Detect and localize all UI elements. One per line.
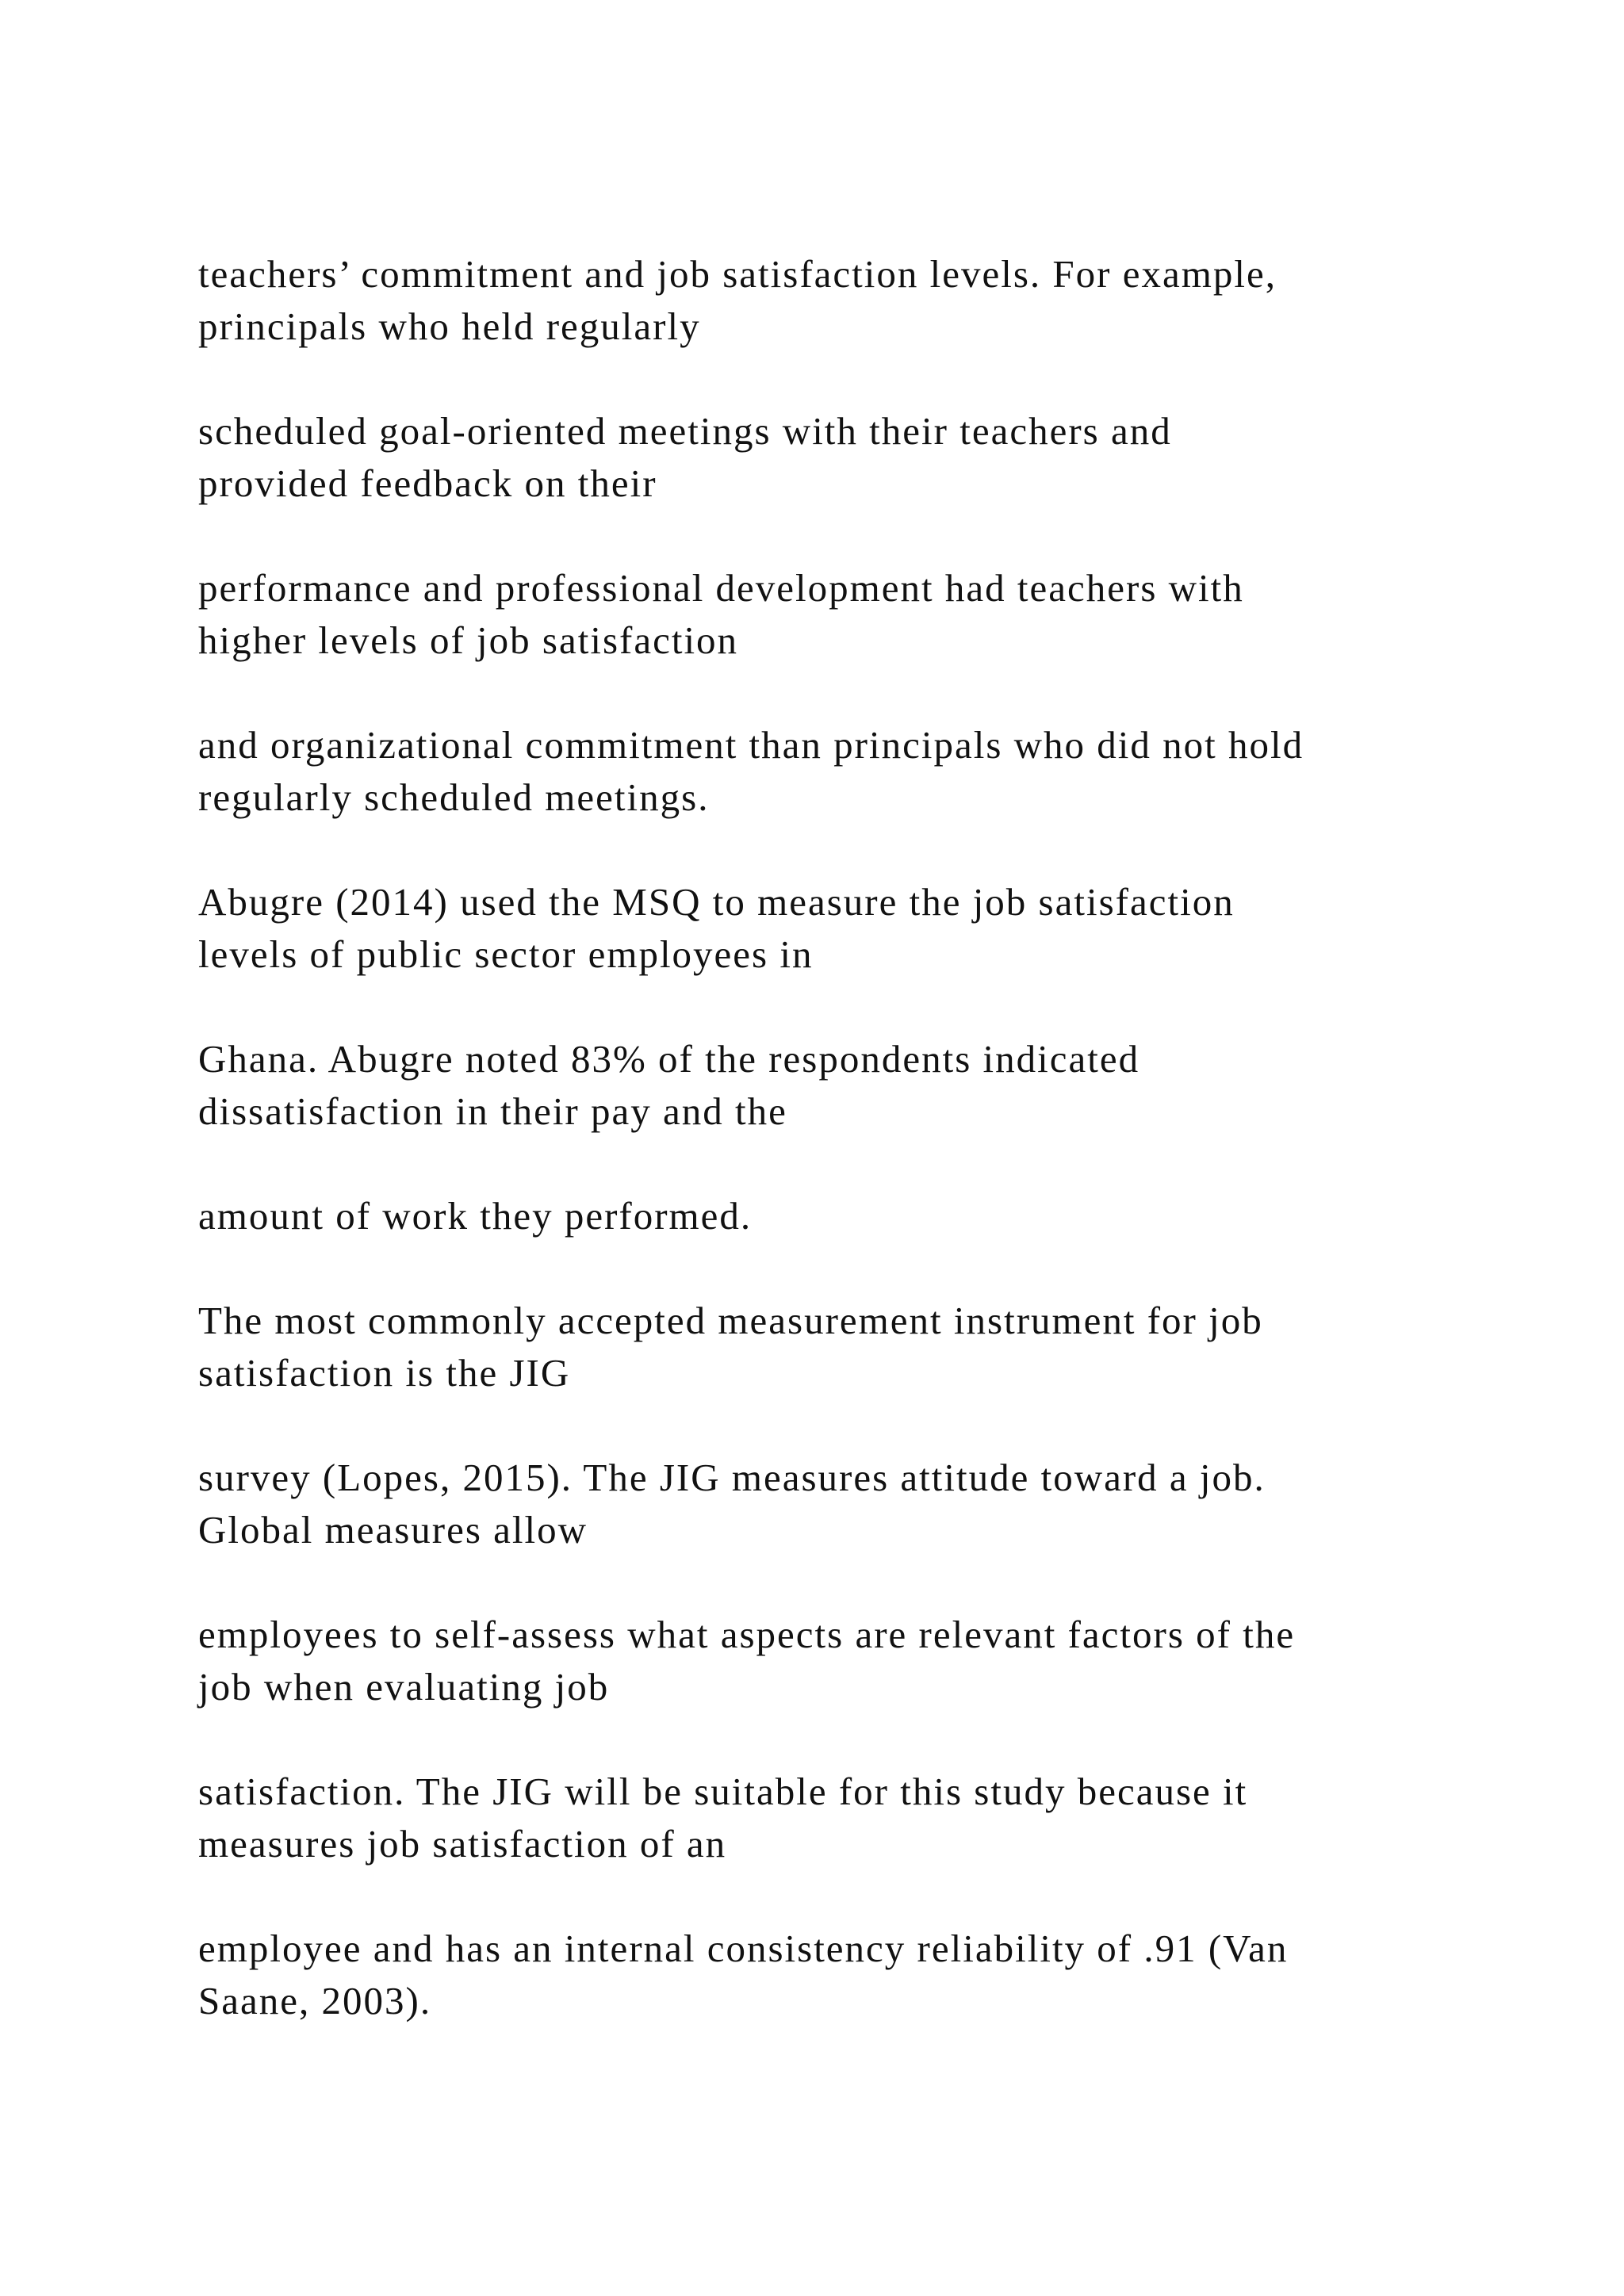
paragraph (198, 1452, 1499, 1556)
paragraph-line: teachers’ commitment and job satisfaction levels. For example, (198, 252, 1277, 296)
paragraph-line: provided feedback on their (198, 461, 657, 505)
paragraph (198, 405, 1499, 510)
paragraph-line: measures job satisfaction of an (198, 1822, 727, 1866)
paragraph (198, 1766, 1499, 1870)
paragraph-line: performance and professional development had teachers with (198, 566, 1244, 610)
paragraph (198, 1033, 1499, 1138)
paragraph-line: scheduled goal-oriented meetings with their teachers and (198, 409, 1172, 453)
paragraph-line: employee and has an internal consistency reliability of .91 (Van (198, 1927, 1289, 1970)
paragraph-line: satisfaction. The JIG will be suitable for this study because it (198, 1770, 1248, 1813)
paragraph (198, 562, 1499, 667)
paragraph (198, 1609, 1499, 1713)
paragraph (198, 876, 1499, 981)
paragraph-line: Abugre (2014) used the MSQ to measure the job satisfaction (198, 880, 1235, 924)
paragraph-line: Saane, 2003). (198, 1979, 432, 2022)
paragraph (198, 1190, 1499, 1242)
paragraph-line: Global measures allow (198, 1508, 588, 1552)
paragraph-line: dissatisfaction in their pay and the (198, 1089, 787, 1133)
paragraph-line: job when evaluating job (198, 1665, 610, 1709)
paragraph (198, 1295, 1499, 1399)
paragraph (198, 719, 1499, 824)
paragraph-line: amount of work they performed. (198, 1194, 753, 1238)
paragraph-line: The most commonly accepted measurement instrument for job (198, 1299, 1263, 1342)
paragraph-line: survey (Lopes, 2015). The JIG measures attitude toward a job. (198, 1456, 1266, 1499)
paragraph-line: satisfaction is the JIG (198, 1351, 571, 1395)
paragraph (198, 1923, 1499, 2027)
paragraph-line: Ghana. Abugre noted 83% of the respondents indicated (198, 1037, 1140, 1081)
paragraph-line: employees to self-assess what aspects are relevant factors of the (198, 1613, 1296, 1656)
paragraph-line: and organizational commitment than principals who did not hold (198, 723, 1304, 767)
paragraph-line: higher levels of job satisfaction (198, 618, 739, 662)
paragraph-line: principals who held regularly (198, 304, 701, 348)
paragraph-line: regularly scheduled meetings. (198, 775, 710, 819)
paragraph-line: levels of public sector employees in (198, 932, 814, 976)
paragraph (198, 248, 1499, 353)
